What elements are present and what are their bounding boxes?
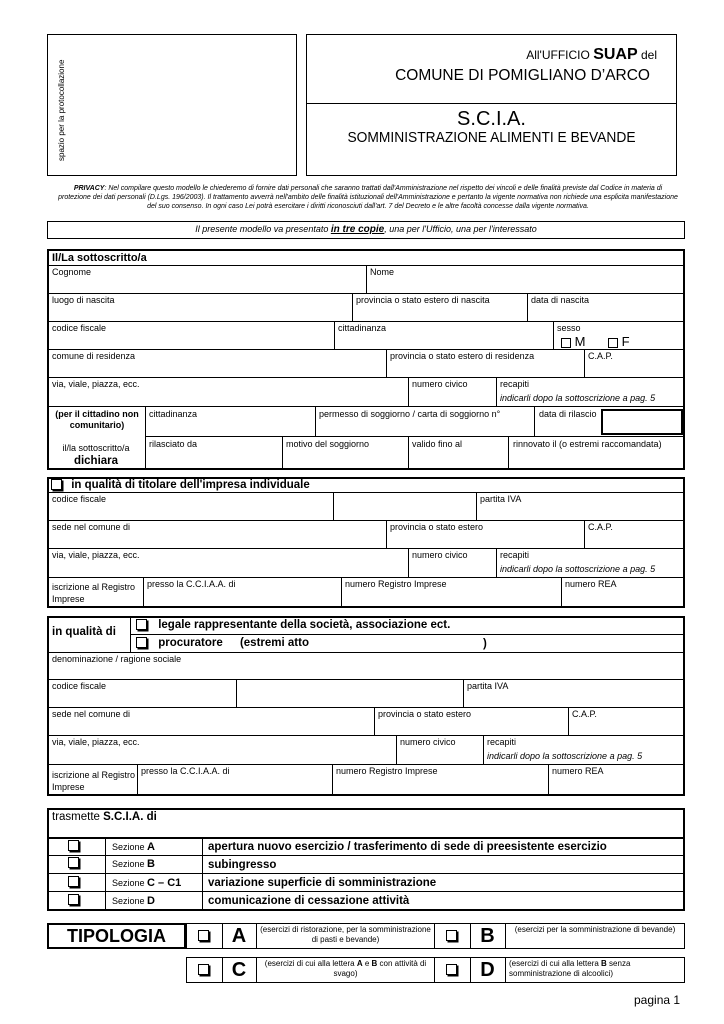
titolare-codice-fiscale[interactable]: codice fiscale [52,494,107,504]
checkbox-icon[interactable] [51,479,62,490]
office-line: All'UFFICIO SUAP del [526,46,657,63]
dichiara-pre: il/la sottoscritto/a [62,443,130,453]
checkbox-icon[interactable] [68,840,79,851]
non-comunitario-label: (per il cittadino non comunitario) [55,409,139,430]
titolare-iscrizione: iscrizione al Registro Imprese [52,582,136,604]
comune-name: COMUNE DI POMIGLIANO D’ARCO [395,67,650,84]
titolare-sede[interactable]: sede nel comune di [52,522,131,532]
titolare-via[interactable]: via, viale, piazza, ecc. [52,550,140,560]
cittadinanza-nc-field[interactable]: cittadinanza [149,409,198,419]
in-qualita-label: in qualità di [52,626,116,638]
checkbox-icon[interactable] [198,930,209,941]
societa-recapiti-note: indicarli dopo la sottoscrizione a pag. 5 [487,751,643,761]
data-nascita-field[interactable]: data di nascita [531,295,590,305]
checkbox-icon[interactable] [446,964,457,975]
societa-provincia[interactable]: provincia o stato estero [378,709,472,719]
titolare-recapiti[interactable]: recapiti [500,550,530,560]
dichiara-label: dichiara [73,455,119,467]
codice-fiscale-field[interactable]: codice fiscale [52,323,107,333]
copies-notice: Il presente modello va presentato in tre copie, una per l'Ufficio, una per l'interessato [195,224,537,235]
checkbox-icon[interactable] [446,930,457,941]
checkbox-icon[interactable] [136,637,147,648]
protocol-stamp-box [47,34,297,176]
motivo-soggiorno-field[interactable]: motivo del soggiorno [286,439,370,449]
provincia-residenza-field[interactable]: provincia o stato estero di residenza [390,351,535,361]
societa-numero-ri[interactable]: numero Registro Imprese [336,766,438,776]
recapiti-field[interactable]: recapiti [500,379,530,389]
titolare-recapiti-note: indicarli dopo la sottoscrizione a pag. 5 [500,564,656,574]
cognome-field[interactable]: Cognome [52,267,92,277]
valido-fino-field[interactable]: valido fino al [412,439,463,449]
scia-subtitle: SOMMINISTRAZIONE ALIMENTI E BEVANDE [347,129,636,146]
recapiti-note: indicarli dopo la sottoscrizione a pag. 5 [500,393,656,403]
nome-field[interactable]: Nome [370,267,395,277]
societa-sede[interactable]: sede nel comune di [52,709,131,719]
trasmette-title: trasmette S.C.I.A. di [52,811,157,823]
checkbox-icon[interactable] [68,894,79,905]
comune-residenza-field[interactable]: comune di residenza [52,351,136,361]
legale-rappresentante-option[interactable]: legale rappresentante della società, associazione ect. [136,618,450,632]
societa-numero-civico[interactable]: numero civico [400,737,456,747]
procuratore-option[interactable]: procuratore (estremi atto [136,636,309,650]
checkbox-icon[interactable] [198,964,209,975]
cittadinanza-field[interactable]: cittadinanza [338,323,387,333]
rilasciato-da-field[interactable]: rilasciato da [149,439,198,449]
checkbox-icon[interactable] [68,876,79,887]
estremi-close: ) [483,638,487,650]
page-number: pagina 1 [634,993,681,1007]
titolare-numero-civico[interactable]: numero civico [412,550,468,560]
societa-via[interactable]: via, viale, piazza, ecc. [52,737,140,747]
titolare-provincia[interactable]: provincia o stato estero [390,522,484,532]
titolare-option[interactable]: in qualità di titolare dell'impresa individuale [51,478,310,492]
sottoscritto-title: Il/La sottoscritto/a [52,252,147,264]
privacy-notice: PRIVACY: Nel compilare questo modello le chiederemo di fornire dati personali che saranno trattati dall'Amministrazione nel rispetto dei vincoli e delle finalità previste dal Codice in materia di protezione dei dati personali (D.Lgs. 196/2003). Il trattamento avverrà nell'ambito delle finalità istituzionali dell'Amministrazione e pertanto la vigente normativa non richiede una esplicita manifestazione del suo consenso. In ogni caso Lei potrà esercitare i diritti riconosciuti dall'art. 7 del Decreto e le altre facoltà concesse dalla vigente normativa. [58,185,678,210]
titolare-cap[interactable]: C.A.P. [588,522,613,532]
sesso-f-option[interactable]: F [608,335,630,349]
sesso-label: sesso [557,323,581,333]
rinnovato-field[interactable]: rinnovato il (o estremi raccomandata) [513,439,662,449]
checkbox-icon[interactable] [561,338,571,348]
societa-cciaa[interactable]: presso la C.C.I.A.A. di [141,766,230,776]
societa-numero-rea[interactable]: numero REA [552,766,604,776]
tipologia-title: TIPOLOGIA [67,926,166,946]
societa-iscrizione: iscrizione al Registro Imprese [52,770,136,792]
societa-codice-fiscale[interactable]: codice fiscale [52,681,107,691]
denominazione-field[interactable]: denominazione / ragione sociale [52,654,182,664]
sesso-m-option[interactable]: M [561,335,585,349]
data-rilascio-field[interactable]: data di rilascio [539,409,597,419]
data-rilascio-input[interactable] [601,409,683,435]
checkbox-icon[interactable] [608,338,618,348]
societa-recapiti[interactable]: recapiti [487,737,517,747]
cap-field[interactable]: C.A.P. [588,351,613,361]
permesso-field[interactable]: permesso di soggiorno / carta di soggiorno n° [319,409,501,419]
titolare-cciaa[interactable]: presso la C.C.I.A.A. di [147,579,236,589]
numero-civico-field[interactable]: numero civico [412,379,468,389]
societa-cap[interactable]: C.A.P. [572,709,597,719]
titolare-partita-iva[interactable]: partita IVA [480,494,522,504]
luogo-nascita-field[interactable]: luogo di nascita [52,295,115,305]
checkbox-icon[interactable] [68,857,79,868]
protocol-stamp-label: spazio per la protocollazione [57,59,66,161]
titolare-numero-ri[interactable]: numero Registro Imprese [345,579,447,589]
provincia-nascita-field[interactable]: provincia o stato estero di nascita [356,295,490,305]
titolare-numero-rea[interactable]: numero REA [565,579,617,589]
checkbox-icon[interactable] [136,619,147,630]
societa-partita-iva[interactable]: partita IVA [467,681,509,691]
scia-title: S.C.I.A. [457,108,526,130]
via-field[interactable]: via, viale, piazza, ecc. [52,379,140,389]
